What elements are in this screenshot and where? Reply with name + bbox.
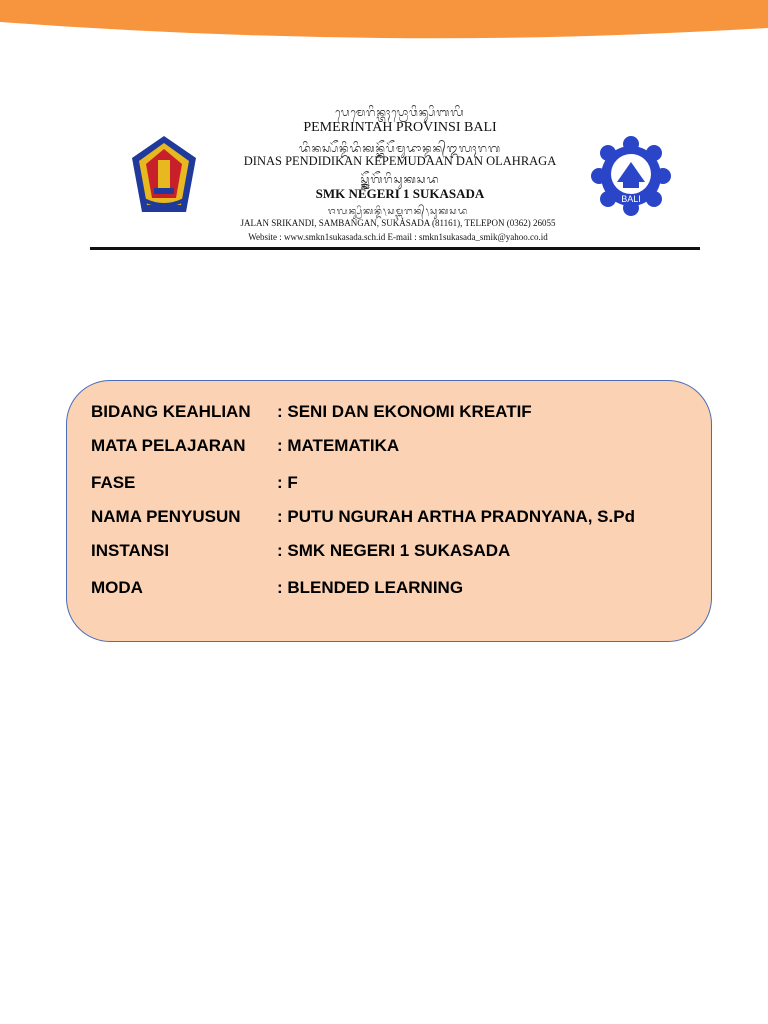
top-orange-band: [0, 0, 768, 48]
info-value: : PUTU NGURAH ARTHA PRADNYANA, S.Pd: [277, 507, 635, 526]
school-logo-text: BALI: [621, 194, 641, 204]
info-value: : MATEMATIKA: [277, 436, 400, 455]
balinese-script-line: ᬤᬶᬦᬲ᭄ᬧᭂᬦ᭄ᬤᬶᬤᬶᬓᬦ᭄ᬓᭂᬧᭂᬫᬸᬤᬵᬦ᭄ᬤᬦ᭄ᬑᬮᬄᬭᬕ: [299, 143, 501, 155]
letterhead-rule: [90, 247, 700, 250]
info-label: BIDANG KEAHLIAN: [91, 402, 251, 421]
balinese-script-line: ᬚᬮᬦ᭄ᬲ᭄ᬭᬶᬓᬦ᭄ᬤᬶ᭞ᬲᬫ᭄ᬩᬗᬦ᭄᭞ᬲᬸᬓᬲᬤ: [327, 206, 469, 216]
balinese-script-line: ᬧᬾᬫᬾᬭᬶᬦ᭄ᬢᬄᬧ᭄ᬭᭀᬯᬶᬦ᭄ᬲᬶᬩᬮᬶ: [335, 107, 465, 119]
info-value: : F: [277, 473, 298, 492]
info-label: MATA PELAJARAN: [91, 436, 246, 455]
info-label: NAMA PENYUSUN: [91, 507, 241, 526]
school-logo-icon: [590, 136, 672, 216]
info-label: FASE: [91, 473, 136, 492]
school-address: JALAN SRIKANDI, SAMBANGAN, SUKASADA (81161), TELEPON (0362) 26055: [240, 218, 556, 228]
school-name: SMK NEGERI 1 SUKASADA: [315, 186, 485, 201]
government-name: PEMERINTAH PROVINSI BALI: [303, 120, 497, 135]
letterhead: [90, 96, 700, 256]
info-value: : BLENDED LEARNING: [277, 578, 464, 597]
info-value: : SMK NEGERI 1 SUKASADA: [277, 541, 511, 560]
school-contact: Website : www.smkn1sukasada.sch.id E-mail : smkn1sukasada_smik@yahoo.co.id: [248, 232, 548, 242]
balinese-script-line: ᬲ᭄ᬫ᭄ᬓ᭄ᬦᭂᬕᭂᬭᬶᬲᬸᬓᬲᬤ: [360, 174, 440, 186]
bali-province-crest-icon: [130, 134, 198, 214]
info-box: [66, 380, 712, 642]
info-value: : SENI DAN EKONOMI KREATIF: [277, 402, 532, 421]
info-label: MODA: [91, 578, 143, 597]
info-label: INSTANSI: [91, 541, 170, 560]
department-name: DINAS PENDIDIKAN KEPEMUDAAN DAN OLAHRAGA: [243, 154, 557, 168]
